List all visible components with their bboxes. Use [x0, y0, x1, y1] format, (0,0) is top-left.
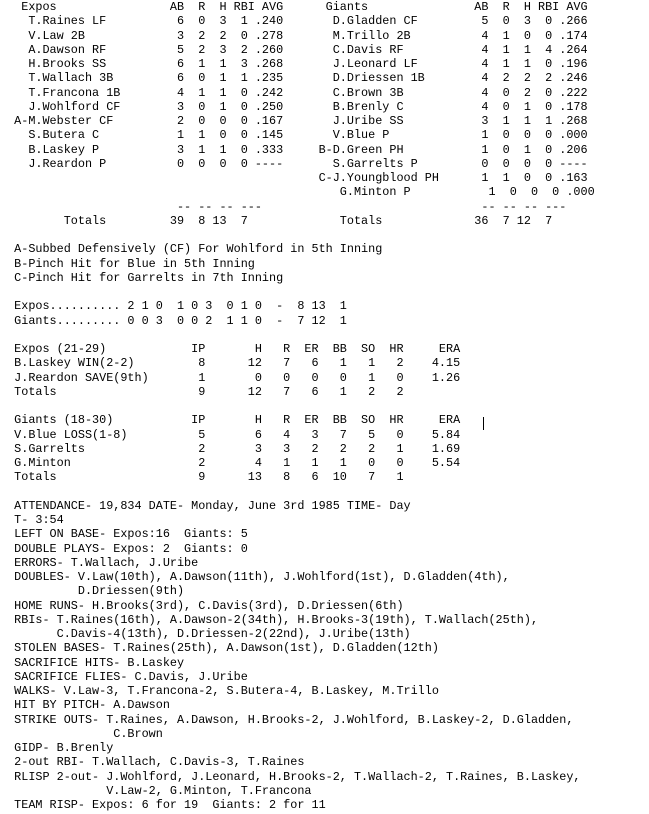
text-line: T.Francona 1B 4 1 1 0 .242 C.Brown 3B 4 0 2 0 .222 [0, 85, 588, 100]
text-line: Giants (18-30) IP H R ER BB SO HR ERA [0, 413, 461, 428]
text-line: STOLEN BASES- T.Raines(25th), A.Dawson(1st), D.Gladden(12th) [0, 641, 439, 656]
text-line: Totals 39 8 13 7 Totals 36 7 12 7 [0, 213, 553, 228]
text-line: S.Butera C 1 1 0 0 .145 V.Blue P 1 0 0 0 .000 [0, 128, 588, 143]
text-line: G.Minton P 1 0 0 0 .000 [0, 185, 595, 200]
text-line: Totals 9 12 7 6 1 2 2 [0, 384, 404, 399]
text-line: S.Garrelts 2 3 3 2 2 2 1 1.69 [0, 441, 461, 456]
text-line: C-J.Youngblood PH 1 1 0 0 .163 [0, 171, 588, 185]
text-line: Expos.......... 2 1 0 1 0 3 0 1 0 - 8 13 1 [0, 299, 347, 314]
text-line: A-Subbed Defensively (CF) For Wohlford in 5th Inning [0, 242, 383, 257]
text-line: TEAM RISP- Expos: 6 for 19 Giants: 2 for 11 [0, 798, 326, 812]
text-line: V.Blue LOSS(1-8) 5 6 4 3 7 5 0 5.84 [0, 427, 461, 442]
text-line: H.Brooks SS 6 1 1 3 .268 J.Leonard LF 4 1 1 0 .196 [0, 57, 588, 71]
text-line: Totals 9 13 8 6 10 7 1 [0, 470, 404, 485]
text-line: T- 3:54 [0, 513, 64, 527]
text-line: 2-out RBI- T.Wallach, C.Davis-3, T.Raines [0, 755, 305, 770]
text-line: B.Laskey WIN(2-2) 8 12 7 6 1 1 2 4.15 [0, 356, 461, 371]
text-line: T.Wallach 3B 6 0 1 1 .235 D.Driessen 1B 4 2 2 2 .246 [0, 71, 588, 86]
text-line: -- -- -- --- -- -- -- --- [0, 199, 567, 214]
text-line: WALKS- V.Law-3, T.Francona-2, S.Butera-4, B.Laskey, M.Trillo [0, 684, 439, 698]
text-line: HOME RUNS- H.Brooks(3rd), C.Davis(3rd), D.Driessen(6th) [0, 598, 404, 613]
text-line: DOUBLES- V.Law(10th), A.Dawson(11th), J.Wohlford(1st), D.Gladden(4th), [0, 570, 510, 584]
text-line: Giants......... 0 0 3 0 0 2 1 1 0 - 7 12 1 [0, 313, 347, 328]
text-line: GIDP- B.Brenly [0, 741, 114, 755]
text-line: V.Law-2, G.Minton, T.Francona [0, 783, 312, 798]
text-line: HIT BY PITCH- A.Dawson [0, 698, 170, 713]
text-line: J.Reardon P 0 0 0 0 ---- S.Garrelts P 0 0 0 0 ---- [0, 156, 588, 171]
text-line: Expos AB R H RBI AVG Giants AB R H RBI AVG [0, 0, 588, 14]
text-line: RBIs- T.Raines(16th), A.Dawson-2(34th), H.Brooks-3(19th), T.Wallach(25th), [0, 612, 539, 627]
text-line: SACRIFICE FLIES- C.Davis, J.Uribe [0, 669, 248, 684]
text-line: STRIKE OUTS- T.Raines, A.Dawson, H.Brooks-2, J.Wohlford, B.Laskey-2, D.Gladden, [0, 712, 574, 727]
text-line: C-Pinch Hit for Garrelts in 7th Inning [0, 270, 284, 285]
text-line: DOUBLE PLAYS- Expos: 2 Giants: 0 [0, 541, 248, 556]
text-line: C.Brown [0, 726, 163, 741]
text-line: Expos (21-29) IP H R ER BB SO HR ERA [0, 342, 461, 356]
text-cursor [483, 417, 484, 430]
text-line: RLISP 2-out- J.Wohlford, J.Leonard, H.Brooks-2, T.Wallach-2, T.Raines, B.Laskey, [0, 769, 581, 784]
text-line: B.Laskey P 3 1 1 0 .333 B-D.Green PH 1 0 1 0 .206 [0, 142, 588, 157]
text-line: B-Pinch Hit for Blue in 5th Inning [0, 256, 255, 271]
text-line: LEFT ON BASE- Expos:16 Giants: 5 [0, 527, 248, 542]
text-line: J.Wohlford CF 3 0 1 0 .250 B.Brenly C 4 0 1 0 .178 [0, 99, 588, 114]
text-line: T.Raines LF 6 0 3 1 .240 D.Gladden CF 5 0 3 0 .266 [0, 14, 588, 29]
text-line: ATTENDANCE- 19,834 DATE- Monday, June 3rd 1985 TIME- Day [0, 498, 411, 513]
text-line: A-M.Webster CF 2 0 0 0 .167 J.Uribe SS 3 1 1 1 .268 [0, 114, 588, 128]
text-line: C.Davis-4(13th), D.Driessen-2(22nd), J.Uribe(13th) [0, 627, 411, 641]
text-line: V.Law 2B 3 2 2 0 .278 M.Trillo 2B 4 1 0 0 .174 [0, 28, 588, 43]
text-line: ERRORS- T.Wallach, J.Uribe [0, 555, 199, 570]
text-line: D.Driessen(9th) [0, 584, 185, 599]
text-line: G.Minton 2 4 1 1 1 0 0 5.54 [0, 456, 461, 470]
text-line: J.Reardon SAVE(9th) 1 0 0 0 0 1 0 1.26 [0, 370, 461, 385]
text-line: SACRIFICE HITS- B.Laskey [0, 655, 185, 670]
text-line: A.Dawson RF 5 2 3 2 .260 C.Davis RF 4 1 1 4 .264 [0, 42, 588, 57]
